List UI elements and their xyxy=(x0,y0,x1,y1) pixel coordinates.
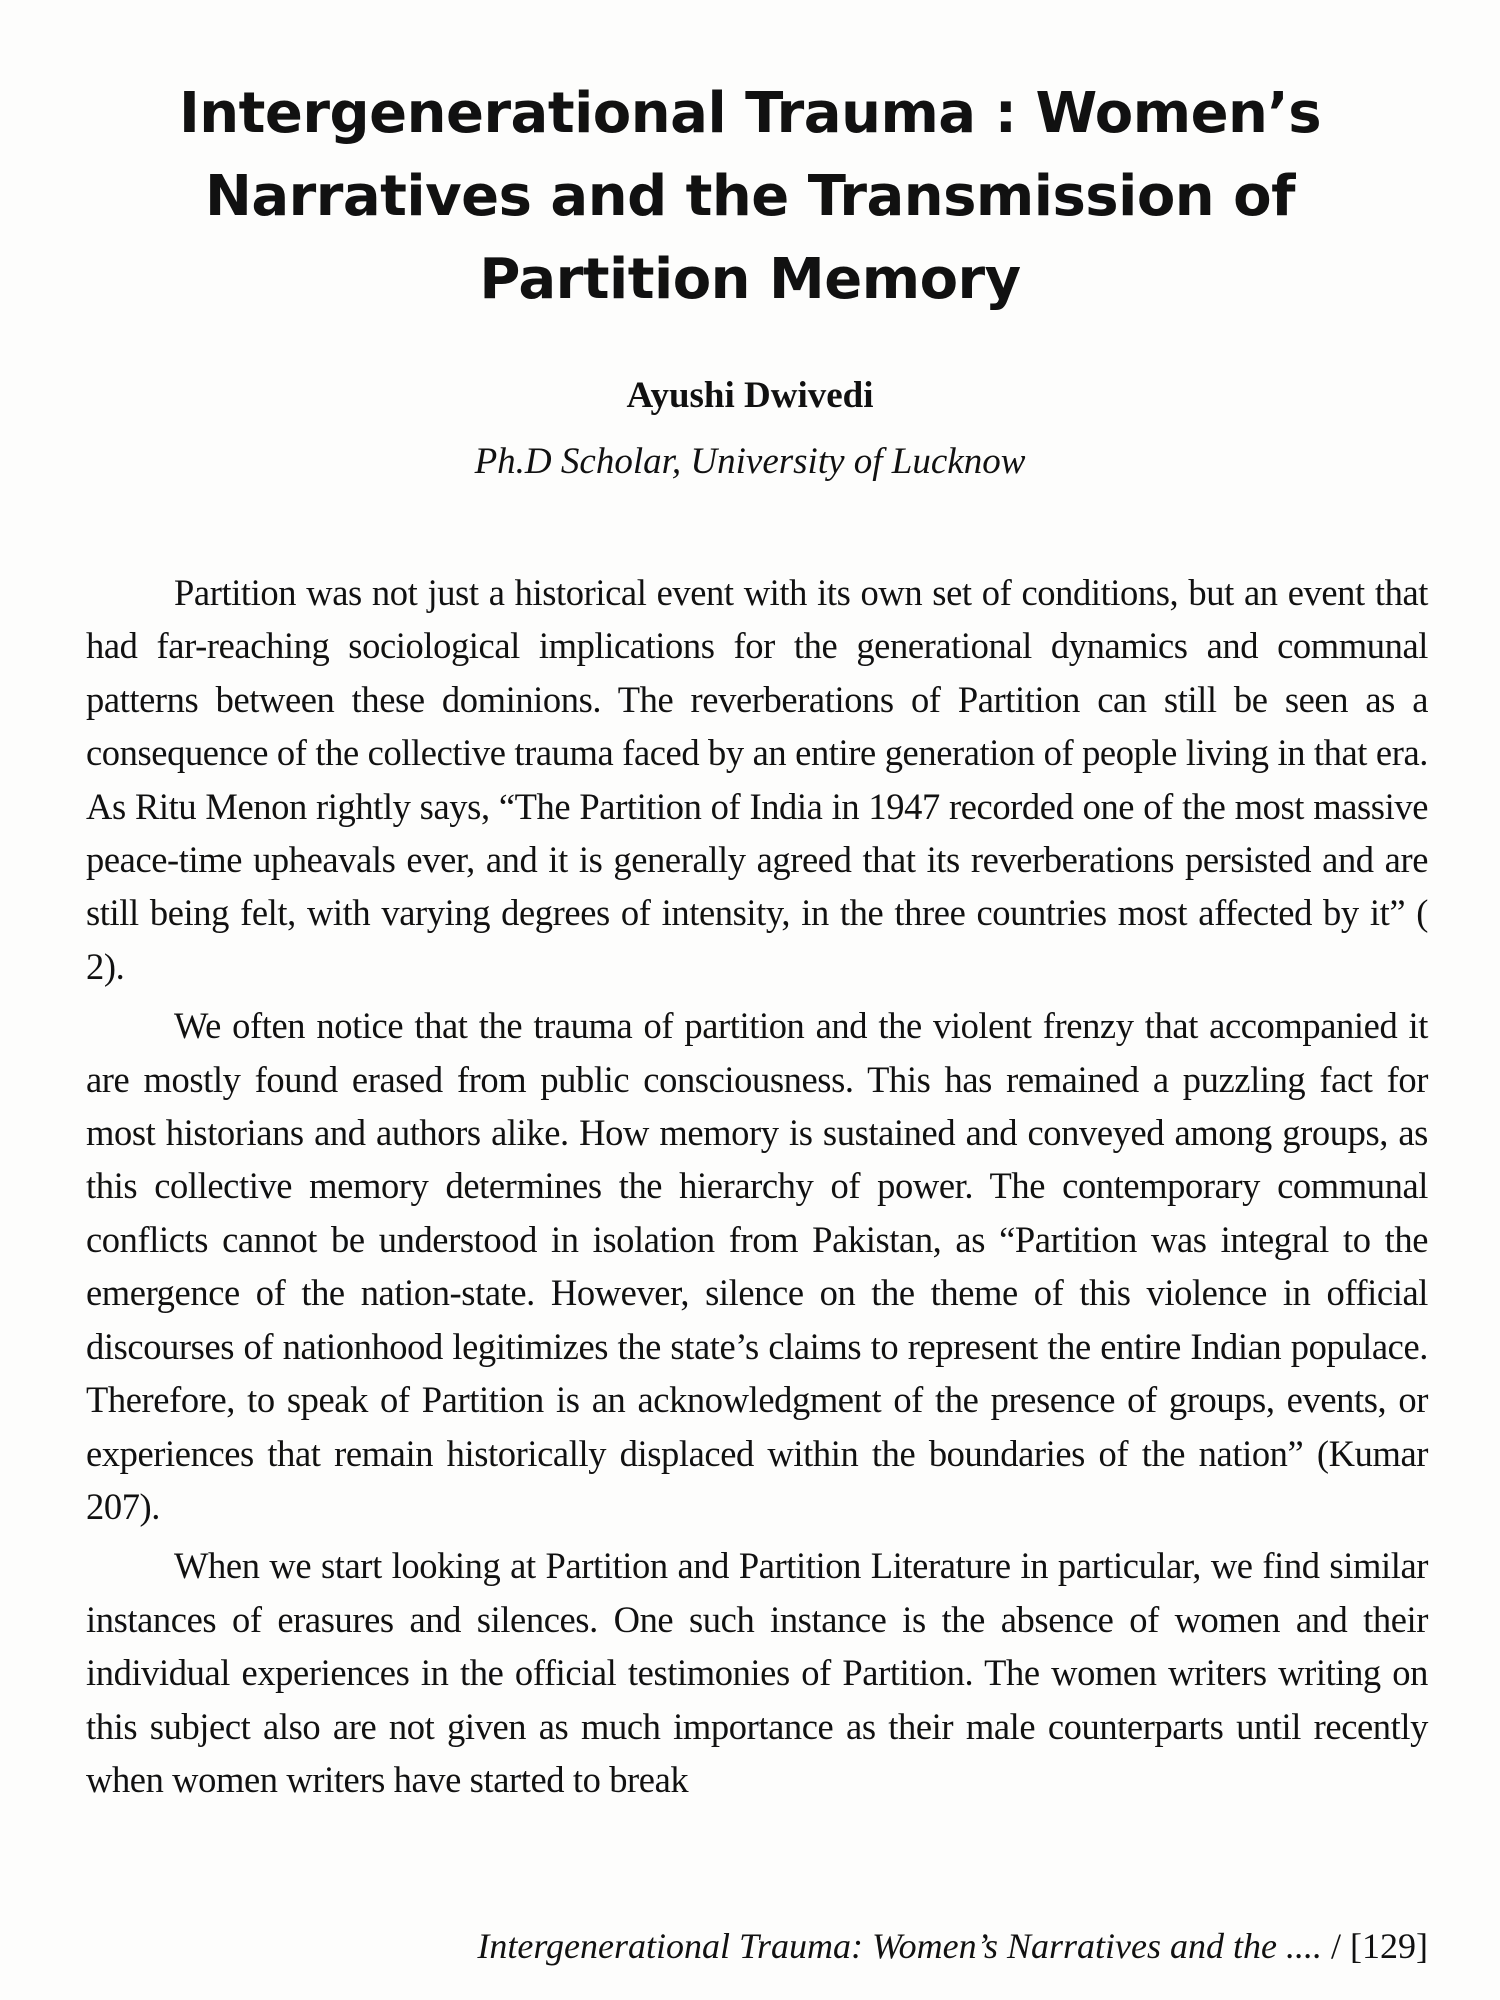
title-line-3: Partition Memory xyxy=(479,247,1021,312)
article-body xyxy=(86,566,1428,1812)
running-title: Intergenerational Trauma: Women’s Narratives and the .... xyxy=(477,1926,1322,1966)
page-number: [129] xyxy=(1350,1926,1428,1966)
author-affiliation: Ph.D Scholar, University of Lucknow xyxy=(474,441,1026,482)
body-paragraph-2: We often notice that the trauma of partition and the violent frenzy that accompanied it are mostly found erased from public consciousness. This has remained a puzzling fact for most historians and authors alike. How memory is sustained and conveyed among groups, as this collective memory determines the hierarchy of power. The contemporary communal conflicts cannot be understood in isolation from Pakistan, as “Partition was integral to the emergence of the nation-state. However, silence on the theme of this violence in official discourses of nationhood legitimizes the state’s claims to represent the entire Indian populace. Therefore, to speak of Partition is an acknowledgment of the presence of groups, events, or experiences that remain historically displaced within the boundaries of the nation” (Kumar 207). xyxy=(86,1005,1428,1527)
author-name: Ayushi Dwivedi xyxy=(626,375,874,416)
footer-separator: / xyxy=(1322,1926,1351,1966)
title-line-2: Narratives and the Transmission of xyxy=(204,164,1296,229)
title-line-1: Intergenerational Trauma : Women’s xyxy=(178,81,1322,146)
article-title xyxy=(120,72,1380,321)
body-paragraph-1: Partition was not just a historical event with its own set of conditions, but an event that had far-reaching sociological implications for the generational dynamics and communal patterns between these dominions. The reverberations of Partition can still be seen as a consequence of the collective trauma faced by an entire generation of people living in that era. As Ritu Menon rightly says, “The Partition of India in 1947 recorded one of the most massive peace-time upheavals ever, and it is generally agreed that its reverberations persisted and are still being felt, with varying degrees of intensity, in the three countries most affected by it” ( 2). xyxy=(86,572,1428,987)
page-footer xyxy=(477,1924,1428,1968)
body-paragraph-3: When we start looking at Partition and Partition Literature in particular, we find similar instances of erasures and silences. One such instance is the absence of women and their individual experiences in the official testimonies of Partition. The women writers writing on this subject also are not given as much importance as their male counterparts until recently when women writers have started to break xyxy=(86,1545,1428,1800)
